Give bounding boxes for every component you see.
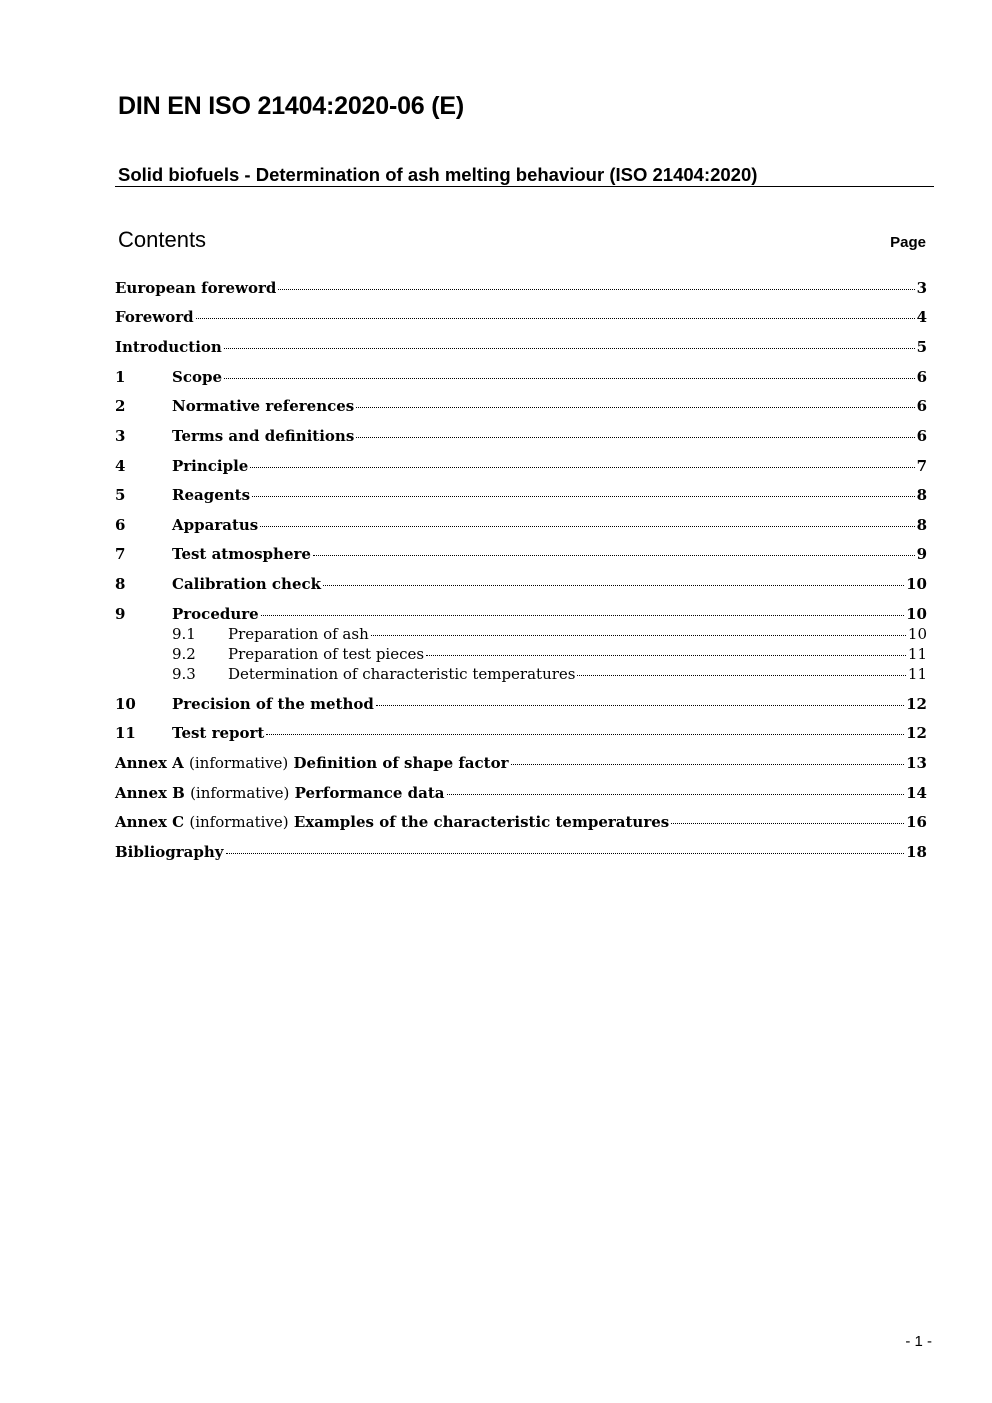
toc-entry-number: 9 <box>115 605 126 623</box>
toc-dot-leader <box>511 763 905 765</box>
toc-entry[interactable] <box>115 457 927 479</box>
contents-heading: Contents <box>118 227 207 252</box>
toc-entry-title: Terms and definitions <box>172 427 355 445</box>
toc-dot-leader <box>671 822 904 824</box>
toc-entry[interactable] <box>115 784 927 806</box>
toc-entry-number: 1 <box>115 368 126 386</box>
toc-entry-page: 5 <box>916 338 927 356</box>
toc-entry-number: 9.2 <box>172 645 196 663</box>
toc-dot-leader <box>371 634 906 636</box>
toc-entry[interactable] <box>115 605 927 627</box>
toc-entry-page: 7 <box>916 457 927 475</box>
toc-entry[interactable] <box>115 308 927 330</box>
toc-entry-number: 7 <box>115 545 126 563</box>
toc-dot-leader <box>224 377 915 379</box>
toc-entry-title: Normative references <box>172 397 355 415</box>
toc-entry-page: 12 <box>906 695 927 713</box>
toc-dot-leader <box>252 495 915 497</box>
toc-entry-title: Apparatus <box>172 516 259 534</box>
toc-entry-title: Determination of characteristic temperatures <box>228 665 576 683</box>
toc-entry-number: 4 <box>115 457 126 475</box>
toc-entry-page: 12 <box>906 724 927 742</box>
toc-entry[interactable] <box>115 397 927 419</box>
toc-entry-page: 10 <box>906 605 927 623</box>
toc-entry[interactable] <box>115 427 927 449</box>
toc-entry-page: 11 <box>907 665 927 683</box>
toc-dot-leader <box>356 406 914 408</box>
toc-annex-label: Annex B <box>115 784 185 802</box>
page-column-heading: Page <box>890 234 926 251</box>
toc-entry-number: 9.3 <box>172 665 196 683</box>
toc-entry-title <box>115 813 669 831</box>
toc-entry[interactable] <box>115 754 927 776</box>
toc-entry-title: Scope <box>172 368 223 386</box>
toc-dot-leader <box>261 614 904 616</box>
toc-entry-number: 8 <box>115 575 126 593</box>
toc-entry[interactable] <box>115 338 927 360</box>
document-subtitle: Solid biofuels - Determination of ash melting behaviour (ISO 21404:2020) <box>118 164 758 185</box>
toc-entry-page: 8 <box>916 516 927 534</box>
toc-dot-leader <box>577 674 905 676</box>
toc-entry-page: 10 <box>906 575 927 593</box>
toc-entry-title: Calibration check <box>172 575 322 593</box>
toc-entry-page: 10 <box>907 625 927 643</box>
toc-entry-title: Bibliography <box>115 843 224 861</box>
toc-entry-page: 9 <box>916 545 927 563</box>
toc-dot-leader <box>278 288 914 290</box>
toc-entry-title <box>115 784 445 802</box>
toc-dot-leader <box>224 347 915 349</box>
toc-annex-note: (informative) <box>189 813 289 831</box>
toc-entry-page: 3 <box>916 279 927 297</box>
toc-entry[interactable] <box>115 575 927 597</box>
toc-entry-title: Preparation of ash <box>228 625 369 643</box>
toc-entry[interactable] <box>115 665 927 687</box>
toc-dot-leader <box>250 466 914 468</box>
toc-entry-number: 6 <box>115 516 126 534</box>
toc-entry-number: 3 <box>115 427 126 445</box>
toc-dot-leader <box>323 584 904 586</box>
toc-dot-leader <box>260 525 914 527</box>
toc-entry[interactable] <box>115 486 927 508</box>
toc-entry-title: Preparation of test pieces <box>228 645 425 663</box>
toc-entry-number: 11 <box>115 724 136 742</box>
toc-entry-number: 2 <box>115 397 126 415</box>
toc-entry-page: 6 <box>916 397 927 415</box>
toc-entry-title: Introduction <box>115 338 222 356</box>
toc-dot-leader <box>196 317 915 319</box>
toc-entry[interactable] <box>115 545 927 567</box>
document-id: DIN EN ISO 21404:2020-06 (E) <box>118 92 464 120</box>
toc-entry-number: 5 <box>115 486 126 504</box>
toc-entry-page: 16 <box>906 813 927 831</box>
toc-entry[interactable] <box>115 625 927 647</box>
toc-entry-page: 4 <box>916 308 927 326</box>
toc-annex-note: (informative) <box>189 754 289 772</box>
toc-entry-title: Precision of the method <box>172 695 374 713</box>
toc-dot-leader <box>356 436 914 438</box>
toc-entry-title <box>115 754 509 772</box>
toc-entry[interactable] <box>115 813 927 835</box>
toc-entry-title: Foreword <box>115 308 194 326</box>
toc-entry[interactable] <box>115 695 927 717</box>
toc-entry-title: Principle <box>172 457 249 475</box>
toc-entry[interactable] <box>115 279 927 301</box>
toc-entry-number: 10 <box>115 695 136 713</box>
toc-annex-title: Definition of shape factor <box>293 754 509 772</box>
footer-page-number: - 1 - <box>905 1333 932 1350</box>
toc-entry-page: 8 <box>916 486 927 504</box>
toc-dot-leader <box>313 554 915 556</box>
toc-annex-label: Annex A <box>115 754 184 772</box>
toc-annex-note: (informative) <box>190 784 290 802</box>
toc-entry[interactable] <box>115 645 927 667</box>
toc-entry-page: 13 <box>906 754 927 772</box>
toc-entry[interactable] <box>115 516 927 538</box>
toc-annex-title: Examples of the characteristic temperatures <box>293 813 670 831</box>
toc-dot-leader <box>426 654 906 656</box>
toc-dot-leader <box>447 793 905 795</box>
toc-dot-leader <box>376 704 904 706</box>
toc-entry[interactable] <box>115 724 927 746</box>
toc-entry-title: Reagents <box>172 486 251 504</box>
toc-entry-title: Test atmosphere <box>172 545 311 563</box>
toc-annex-title: Performance data <box>294 784 445 802</box>
toc-entry-page: 6 <box>916 368 927 386</box>
toc-annex-label: Annex C <box>115 813 185 831</box>
toc-entry-page: 18 <box>906 843 927 861</box>
toc-entry-title: European foreword <box>115 279 277 297</box>
toc-entry-page: 11 <box>907 645 927 663</box>
toc-entry[interactable] <box>115 368 927 390</box>
toc-entry-title: Procedure <box>172 605 259 623</box>
title-underline <box>115 186 934 187</box>
toc-dot-leader <box>226 852 905 854</box>
toc-entry-number: 9.1 <box>172 625 196 643</box>
toc-entry-title: Test report <box>172 724 265 742</box>
toc-entry-page: 14 <box>906 784 927 802</box>
toc-entry[interactable] <box>115 843 927 865</box>
toc-entry-page: 6 <box>916 427 927 445</box>
toc-dot-leader <box>266 733 904 735</box>
